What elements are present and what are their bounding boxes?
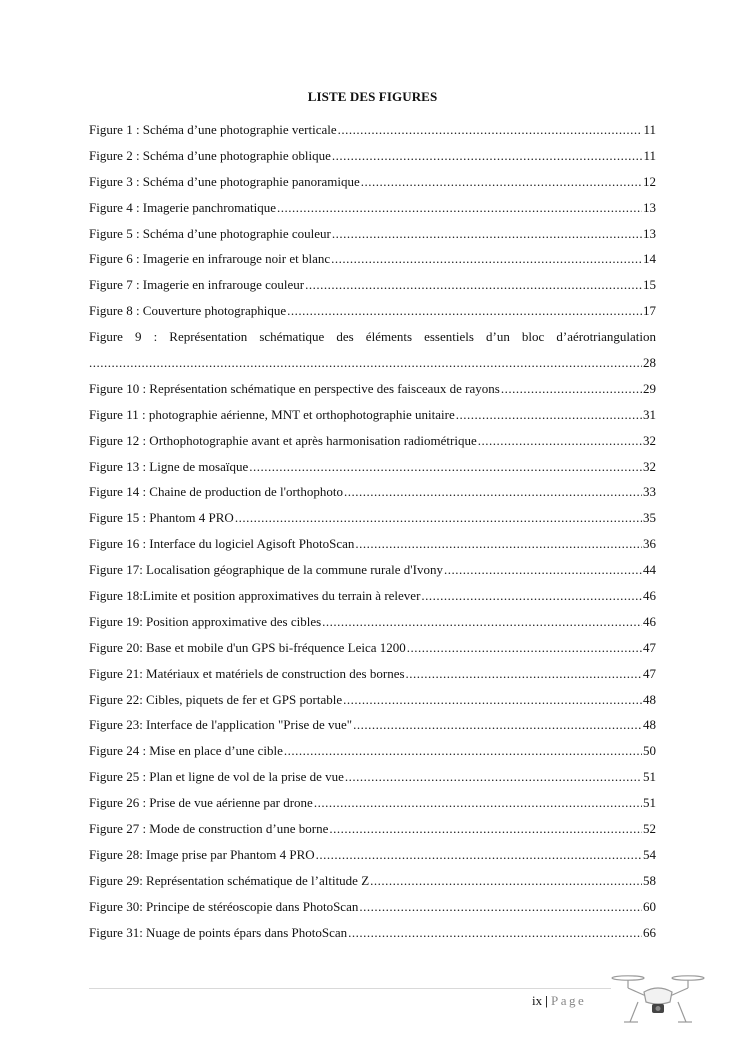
toc-entry-31[interactable] xyxy=(89,925,656,951)
entry-page-number: 13 xyxy=(643,225,656,241)
toc-entry-14[interactable] xyxy=(89,484,656,510)
entry-page-number: 13 xyxy=(643,199,656,215)
toc-entry-30[interactable] xyxy=(89,899,656,925)
dot-leader xyxy=(370,873,642,889)
dot-leader xyxy=(235,510,642,526)
dot-leader xyxy=(89,355,642,371)
entry-page-number: 35 xyxy=(643,510,656,526)
entry-page-number: 32 xyxy=(643,458,656,474)
entry-label: Figure 12 : Orthophotographie avant et après harmonisation radiométrique xyxy=(89,432,477,448)
page-number: ix xyxy=(532,993,543,1008)
entry-label: Figure 27 : Mode de construction d’une borne xyxy=(89,821,329,837)
toc-entry-9-page: 28 xyxy=(643,355,656,371)
toc-entry-13[interactable] xyxy=(89,459,656,485)
toc-entry-2[interactable] xyxy=(89,148,656,174)
drone-icon xyxy=(608,968,708,1030)
dot-leader xyxy=(345,769,642,785)
toc-entry-12[interactable] xyxy=(89,433,656,459)
page-footer xyxy=(532,993,586,1009)
toc-entry-29[interactable] xyxy=(89,873,656,899)
dot-leader xyxy=(332,148,643,164)
entry-page-number: 44 xyxy=(643,562,656,578)
entry-page-number: 50 xyxy=(643,743,656,759)
entry-page-number: 60 xyxy=(643,898,656,914)
page-title: LISTE DES FIGURES xyxy=(307,89,438,104)
toc-entry-18[interactable] xyxy=(89,588,656,614)
entry-page-number: 48 xyxy=(643,717,656,733)
entry-page-number: 29 xyxy=(643,380,656,396)
dot-leader xyxy=(322,614,642,630)
footer-separator: | xyxy=(545,993,548,1008)
dot-leader xyxy=(249,459,642,475)
toc-entry-21[interactable] xyxy=(89,666,656,692)
entry-page-number: 11 xyxy=(643,122,656,137)
entry-label: Figure 14 : Chaine de production de l'orthophoto xyxy=(89,484,343,500)
entry-label: Figure 8 : Couverture photographique xyxy=(89,303,287,319)
dot-leader xyxy=(444,562,642,578)
entry-label: Figure 18:Limite et position approximatives du terrain à relever xyxy=(89,588,421,604)
toc-entry-4[interactable] xyxy=(89,200,656,226)
entry-label: Figure 10 : Représentation schématique en perspective des faisceaux de rayons xyxy=(89,380,500,396)
entry-label: Figure 5 : Schéma d’une photographie couleur xyxy=(89,225,331,241)
entry-page-number: 31 xyxy=(643,406,656,422)
entry-page-number: 46 xyxy=(643,613,656,629)
toc-entry-24[interactable] xyxy=(89,743,656,769)
entry-page-number: 51 xyxy=(643,795,656,811)
dot-leader xyxy=(305,277,642,293)
toc-entry-9-label: Figure 9 : Représentation schématique des éléments essentiels d’un bloc d’aérotriangulation xyxy=(89,329,656,345)
dot-leader xyxy=(314,795,642,811)
toc-entry-9[interactable] xyxy=(89,329,656,381)
entry-label: Figure 21: Matériaux et matériels de construction des bornes xyxy=(89,665,405,681)
entry-page-number: 51 xyxy=(643,769,656,785)
toc-entry-28[interactable] xyxy=(89,847,656,873)
entry-label: Figure 26 : Prise de vue aérienne par drone xyxy=(89,795,313,811)
toc-entry-22[interactable] xyxy=(89,692,656,718)
entry-page-number: 33 xyxy=(643,484,656,500)
entry-page-number: 12 xyxy=(643,173,656,189)
footer-rule xyxy=(89,988,611,989)
toc-entry-25[interactable] xyxy=(89,769,656,795)
toc-entry-7[interactable] xyxy=(89,277,656,303)
entry-label: Figure 25 : Plan et ligne de vol de la prise de vue xyxy=(89,769,344,785)
entry-label: Figure 31: Nuage de points épars dans PhotoScan xyxy=(89,924,348,940)
entry-page-number: 54 xyxy=(643,846,656,862)
toc-entry-20[interactable] xyxy=(89,640,656,666)
entry-label: Figure 28: Image prise par Phantom 4 PRO xyxy=(89,846,315,862)
toc-entry-19[interactable] xyxy=(89,614,656,640)
dot-leader xyxy=(331,251,642,267)
entry-label: Figure 4 : Imagerie panchromatique xyxy=(89,199,276,215)
dot-leader xyxy=(332,226,642,242)
entry-label: Figure 1 : Schéma d’une photographie verticale xyxy=(89,122,337,137)
entry-page-number: 32 xyxy=(643,432,656,448)
entry-label: Figure 23: Interface de l'application "Prise de vue" xyxy=(89,717,353,733)
entry-page-number: 52 xyxy=(643,821,656,837)
entry-label: Figure 24 : Mise en place d’une cible xyxy=(89,743,283,759)
dot-leader xyxy=(329,821,642,837)
dot-leader xyxy=(338,122,643,138)
entry-label: Figure 15 : Phantom 4 PRO xyxy=(89,510,234,526)
entry-label: Figure 7 : Imagerie en infrarouge couleur xyxy=(89,277,305,293)
entry-page-number: 47 xyxy=(643,665,656,681)
figure-list xyxy=(89,122,656,951)
toc-entry-1[interactable] xyxy=(89,122,656,148)
dot-leader xyxy=(316,847,642,863)
entry-label: Figure 29: Représentation schématique de l’altitude Z xyxy=(89,872,370,888)
dot-leader xyxy=(359,899,642,915)
dot-leader xyxy=(361,174,642,190)
entry-label: Figure 11 : photographie aérienne, MNT et orthophotographie unitaire xyxy=(89,406,455,422)
entry-label: Figure 17: Localisation géographique de la commune rurale d'Ivony xyxy=(89,562,443,578)
dot-leader xyxy=(406,666,642,682)
dot-leader xyxy=(407,640,642,656)
dot-leader xyxy=(284,743,642,759)
dot-leader xyxy=(421,588,642,604)
entry-label: Figure 22: Cibles, piquets de fer et GPS portable xyxy=(89,691,343,707)
dot-leader xyxy=(277,200,642,216)
dot-leader xyxy=(343,692,642,708)
dot-leader xyxy=(353,717,642,733)
dot-leader xyxy=(355,536,642,552)
entry-page-number: 66 xyxy=(643,924,656,940)
entry-page-number: 46 xyxy=(643,588,656,604)
entry-label: Figure 3 : Schéma d’une photographie panoramique xyxy=(89,173,360,189)
entry-page-number: 11 xyxy=(643,147,656,163)
entry-label: Figure 30: Principe de stéréoscopie dans PhotoScan xyxy=(89,898,359,914)
dot-leader xyxy=(344,484,642,500)
toc-entry-23[interactable] xyxy=(89,717,656,743)
entry-label: Figure 20: Base et mobile d'un GPS bi-fréquence Leica 1200 xyxy=(89,639,406,655)
entry-page-number: 14 xyxy=(643,251,656,267)
entry-label: Figure 13 : Ligne de mosaïque xyxy=(89,458,249,474)
toc-entry-15[interactable] xyxy=(89,510,656,536)
toc-entry-26[interactable] xyxy=(89,795,656,821)
toc-entry-10[interactable] xyxy=(89,381,656,407)
entry-page-number: 17 xyxy=(643,303,656,319)
toc-entry-11[interactable] xyxy=(89,407,656,433)
entry-label: Figure 16 : Interface du logiciel Agisoft PhotoScan xyxy=(89,536,355,552)
entry-page-number: 47 xyxy=(643,639,656,655)
dot-leader xyxy=(478,433,642,449)
toc-entry-5[interactable] xyxy=(89,226,656,252)
toc-entry-16[interactable] xyxy=(89,536,656,562)
page-word: Page xyxy=(551,993,587,1008)
entry-page-number: 36 xyxy=(643,536,656,552)
toc-entry-8[interactable] xyxy=(89,303,656,329)
dot-leader xyxy=(456,407,642,423)
dot-leader xyxy=(501,381,642,397)
entry-label: Figure 19: Position approximative des cibles xyxy=(89,613,322,629)
toc-entry-6[interactable] xyxy=(89,251,656,277)
dot-leader xyxy=(287,303,642,319)
entry-label: Figure 2 : Schéma d’une photographie oblique xyxy=(89,147,331,163)
toc-entry-17[interactable] xyxy=(89,562,656,588)
entry-page-number: 48 xyxy=(643,691,656,707)
entry-label: Figure 6 : Imagerie en infrarouge noir et blanc xyxy=(89,251,331,267)
toc-entry-3[interactable] xyxy=(89,174,656,200)
dot-leader xyxy=(348,925,642,941)
toc-entry-27[interactable] xyxy=(89,821,656,847)
entry-page-number: 15 xyxy=(643,277,656,293)
entry-page-number: 58 xyxy=(643,872,656,888)
